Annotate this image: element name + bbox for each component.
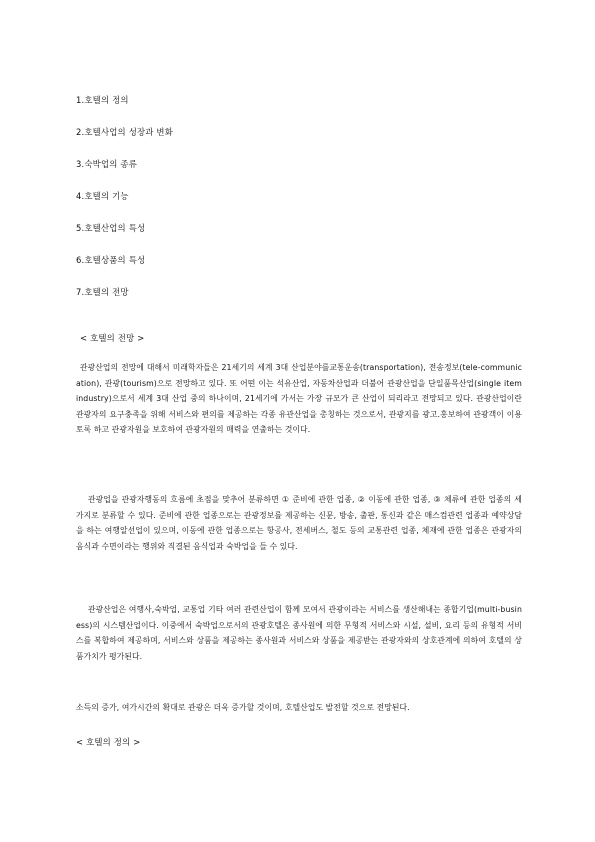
toc-item-6: 6.호텔상품의 특성 [76, 255, 146, 265]
definition-heading: < 호텔의 정의 > [76, 737, 141, 747]
paragraph-industry-classification [76, 492, 522, 554]
outlook-heading: < 호텔의 전망 > [80, 333, 145, 343]
paragraph-text: 관광업을 관광자행동의 흐름에 초점을 맞추어 분류하면 ① 준비에 관한 업종, ② 이동에 관한 업종, ③ 체류에 관한 업종의 세 가지로 분류할 수 있다. 준비에 관한 업종으로는 관광정보를 제공하는 신문, 방송, 출판, 통신과 같은 매스컴관련 업종과 예약상담을 하는 여행알선업이 있으며, 이동에 관한 업종으로는 항공사, 전세버스, 철도 등의 교통관련 업종, 체재에 관한 업종은 관광자의 음식과 수면이라는 행위와 직결된 음식업과 숙박업을 들 수 있다. [76, 495, 522, 551]
paragraph-hotel-system [76, 602, 522, 664]
toc-item-5: 5.호텔산업의 특성 [76, 223, 146, 233]
toc-item-3: 3.숙박업의 종류 [76, 159, 137, 169]
toc-item-4: 4.호텔의 기능 [76, 191, 129, 201]
toc-item-7: 7.호텔의 전망 [76, 287, 129, 297]
paragraph-text: 소득의 증가, 여가시간의 확대로 관광은 더욱 증가할 것이며, 호텔산업도 발전할 것으로 전망된다. [76, 703, 410, 712]
paragraph-conclusion [76, 700, 522, 716]
paragraph-text: 관광산업은 여행사,숙박업, 교통업 기타 여러 관련산업이 함께 모여서 관광이라는 서비스를 생산해내는 종합기업(multi-business)의 시스템산업이다. 이중에서 숙박업으로서의 관광호텔은 종사원에 의한 무형적 서비스와 시설, 설비, 요리 등의 유형적 서비스를 복합하여 제공하며, 서비스와 상품을 제공하는 종사원과 서비스와 상품을 제공받는 관광자와의 상호관계에 의하여 호텔의 상품가치가 평가된다. [76, 605, 522, 661]
toc-item-1: 1.호텔의 정의 [76, 95, 129, 105]
paragraph-industry-outlook [76, 360, 522, 438]
toc-item-2: 2.호텔사업의 성장과 변화 [76, 127, 174, 137]
paragraph-text: 관광산업의 전망에 대해서 미래학자들은 21세기의 세계 3대 산업분야를교통운송(transportation), 전송정보(tele-communication), 관광(tourism)으로 전망하고 있다. 또 어떤 이는 석유산업, 자동차산업과 더불어 관광산업을 단일품목산업(single item industry)으로서 세계 3대 산업 중의 하나이며, 21세기에 가서는 가장 규모가 큰 산업이 되리라고 전망되고 있다. 관광산업이란 관광자의 요구충족을 위해 서비스와 편의를 제공하는 각종 유관산업을 총칭하는 것으로서, 관광지를 광고.홍보하여 관광객이 이용토록 하고 관광자원을 보호하여 관광자원의 매력을 연출하는 것이다. [76, 363, 522, 434]
